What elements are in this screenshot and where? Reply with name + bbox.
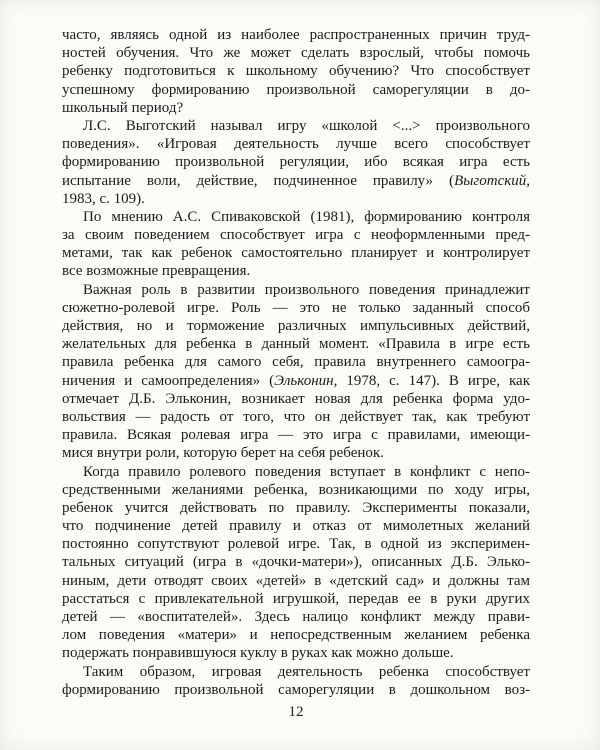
text-run: Важная роль в развитии произвольного поведения принадлежит [83,281,530,298]
text-line [62,153,530,171]
text-line [62,262,530,280]
paragraph [62,117,530,208]
text-line [62,626,530,644]
text-run: расстаться с привлекательной игрушкой, передав ее в руки других [62,590,530,607]
text-line [62,172,530,190]
citation-author: Выготский [454,172,527,189]
citation-author: Эльконин [274,372,334,389]
text-run: испытание воли, действие, подчиненное правилу» ( [62,172,455,189]
text-line [62,135,530,153]
text-run: вольствия — радость от того, что он действует так, как требуют [62,408,530,425]
text-line [62,553,530,571]
text-run: подержать понравившуюся куклу в руках как можно дольше. [62,645,454,662]
text-line [62,26,530,44]
text-line [62,317,530,335]
text-line [62,62,530,80]
text-line [62,444,530,462]
text-run: часто, являясь одной из наиболее распространенных причин труд- [62,27,530,43]
text-run: тальных ситуаций (игра в «дочки-матери»), описанных Д.Б. Элько- [62,554,530,571]
text-line [62,426,530,444]
text-line [62,681,530,699]
text-line [62,117,530,135]
text-line [62,99,530,117]
text-line [62,481,530,499]
text-run: По мнению А.С. Спиваковской (1981), формированию контроля [83,208,530,225]
text-line [62,335,530,353]
text-run: метами, так как ребенок самостоятельно планирует и контролирует [62,245,530,262]
text-run: ностей обучения. Что же может сделать взрослый, чтобы помочь [62,45,530,62]
text-line [62,299,530,317]
text-run: формированию произвольной саморегуляции в дошкольном воз- [62,681,530,698]
paragraph [62,281,530,463]
text-run: правила ребенка для самого себя, правила внутреннего самоогра- [62,354,530,371]
text-line [62,353,530,371]
text-run: Таким образом, игровая деятельность ребенка способствует [83,663,530,680]
text-line [62,226,530,244]
text-run: Когда правило ролевого поведения вступает в конфликт с непо- [83,463,530,480]
text-run: ребенку подготовиться к школьному обучению? Что способствует [62,63,530,80]
text-line [62,608,530,626]
text-run: успешному формированию произвольной саморегуляции в до- [62,81,530,98]
text-run: , [526,172,530,189]
page-text [62,26,530,699]
text-run: Л.С. Выготский называл игру «школой <...> произвольного [83,117,530,134]
text-run: формированию произвольной регуляции, ибо всякая игра есть [62,154,530,171]
text-line [62,208,530,226]
text-line [62,244,530,262]
text-line [62,44,530,62]
text-run: ничения и самоопределения» ( [62,372,275,389]
text-run: правила. Всякая ролевая игра — это игра с правилами, имеющи- [62,427,530,444]
text-line [62,463,530,481]
text-run: постоянно сопутствуют ролевой игре. Так, в одной из эксперимен- [62,536,530,553]
text-run: поведения». «Игровая деятельность лучше всего способствует [62,136,530,153]
text-line [62,535,530,553]
text-line [62,590,530,608]
page-number: 12 [288,704,304,720]
text-line [62,517,530,535]
text-run: ниным, дети отводят своих «детей» в «детский сад» и должны там [62,572,530,589]
text-run: отмечает Д.Б. Эльконин, возникает новая для ребенка форма удо- [62,390,530,407]
paragraph [62,26,530,117]
paragraph [62,463,530,663]
text-run: что подчинение детей правилу и отказ от мимолетных желаний [62,518,530,535]
text-line [62,81,530,99]
text-run: мися внутри роли, которую берет на себя ребенок. [62,445,384,462]
text-line [62,572,530,590]
paragraph [62,663,530,699]
text-run: действия, но и торможение различных импульсивных действий, [62,318,530,334]
text-run: школьный период? [62,99,184,116]
text-line [62,499,530,517]
text-run: за своим поведением способствует игра с неоформленными пред- [62,227,530,244]
text-line [62,408,530,426]
text-run: 1983, с. 109). [62,190,145,207]
text-run: ребенок учится действовать по правилу. Эксперименты показали, [62,499,530,516]
text-run: средственными желаниями ребенка, возникающими по ходу игры, [62,481,530,498]
text-run: все возможные превращения. [62,263,251,280]
paragraph [62,208,530,281]
text-line [62,390,530,408]
text-line [62,372,530,390]
text-run: лом поведения «матери» и непосредственным желанием ребенка [62,627,530,644]
text-run: желательных для ребенка в данный момент. «Правила в игре есть [62,336,530,353]
text-line [62,190,530,208]
text-line [62,281,530,299]
text-run: детей — «воспитателей». Здесь налицо конфликт между прави- [62,609,530,625]
text-line [62,663,530,681]
text-run: , 1978, с. 147). В игре, как [333,372,530,389]
text-line [62,644,530,662]
text-run: сюжетно-ролевой игре. Роль — это не только заданный способ [62,299,530,316]
